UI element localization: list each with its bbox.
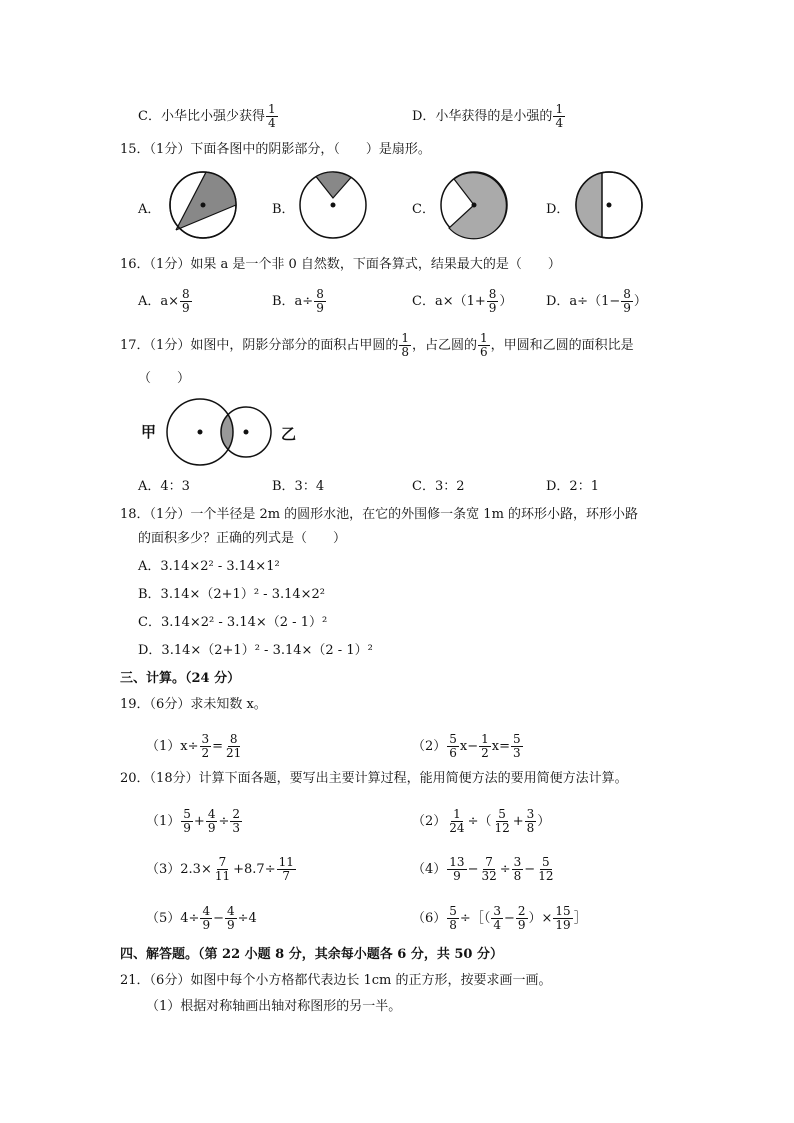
q16-option-d: D．a÷（1− $\frac{8}{9}$ ） — [546, 287, 647, 315]
q16-option-b: B．a÷ $\frac{8}{9}$ — [272, 287, 324, 315]
q18-stem-line1: 18．（1分）一个半径是 2m 的圆形水池，在它的外围修一条宽 1m 的环形小路，环形小路 — [120, 507, 639, 522]
q17-option-b: B．3：4 — [272, 479, 325, 494]
q18-option-b: B．3.14×（2+1）² - 3.14×2² — [138, 587, 326, 602]
q17-stem: 17．（1分）如图中，阴影分部分的面积占甲圆的 $\frac{1}{8}$ ，占乙圆的 $\frac{1}{6}$ ，甲圆和乙圆的面积比是 — [120, 331, 634, 359]
section-4-heading: 四、解答题。（第 22 小题 8 分，其余每小题各 6 分，共 50 分） — [120, 947, 503, 962]
q14-option-d: D．小华获得的是小强的 $\frac{1}{4}$ — [412, 102, 564, 130]
q18-stem-line2: 的面积多少？正确的列式是（ ） — [138, 531, 347, 546]
q20-part-6: （6） $\frac{5}{8}$ ÷［（ $\frac{3}{4}$ − $\frac{2}{9}$ ）× $\frac{15}{19}$ ］ — [412, 904, 587, 932]
q18-option-a: A．3.14×2² - 3.14×1² — [138, 559, 280, 574]
q19-part-1: （1）x÷ $\frac{3}{2}$ = $\frac{8}{21}$ — [146, 732, 242, 760]
q15-label-c: C． — [412, 202, 435, 217]
q19-stem: 19．（6分）求未知数 x。 — [120, 697, 267, 712]
q17-option-a: A．4：3 — [138, 479, 190, 494]
q15-figure-a — [166, 168, 240, 242]
q20-part-3: （3）2.3× $\frac{7}{11}$ +8.7÷ $\frac{11}{7}$ — [146, 855, 294, 883]
q15-figure-d — [572, 168, 646, 242]
q17-option-d: D．2：1 — [546, 479, 599, 494]
q15-label-b: B． — [272, 202, 295, 217]
q20-part-1: （1） $\frac{5}{9}$ + $\frac{4}{9}$ ÷ $\frac{2}{3}$ — [146, 807, 241, 835]
q17-answer-paren: （ ） — [138, 371, 191, 386]
q20-part-2: （2） $\frac{1}{24}$ ÷（ $\frac{5}{12}$ + $\frac{3}{8}$ ） — [412, 807, 551, 835]
q18-option-c: C．3.14×2² - 3.14×（2 - 1）² — [138, 615, 328, 630]
q21-part-1: （1）根据对称轴画出轴对称图形的另一半。 — [146, 999, 402, 1014]
q16-stem: 16．（1分）如果 a 是一个非 0 自然数，下面各算式，结果最大的是（ ） — [120, 257, 561, 272]
q15-figure-c — [437, 168, 511, 242]
q15-label-d: D． — [546, 202, 570, 217]
q20-part-4: （4） $\frac{13}{9}$ − $\frac{7}{32}$ ÷ $\frac{3}{8}$ − $\frac{5}{12}$ — [412, 855, 554, 883]
q16-option-c: C．a×（1+ $\frac{8}{9}$ ） — [412, 287, 513, 315]
q17-option-c: C．3：2 — [412, 479, 465, 494]
section-3-heading: 三、计算。（24 分） — [120, 671, 241, 686]
q15-label-a: A． — [138, 202, 161, 217]
q14-option-c: C．小华比小强少获得 $\frac{1}{4}$ — [138, 102, 276, 130]
q16-option-a: A．a× $\frac{8}{9}$ — [138, 287, 190, 315]
q20-stem: 20．（18分）计算下面各题，要写出主要计算过程，能用简便方法的要用简便方法计算。 — [120, 771, 628, 786]
q20-part-5: （5）4÷ $\frac{4}{9}$ − $\frac{4}{9}$ ÷4 — [146, 904, 257, 932]
q17-label-jia: 甲 — [141, 423, 157, 441]
q17-figure — [160, 398, 280, 468]
q15-figure-b — [296, 168, 370, 242]
q19-part-2: （2） $\frac{5}{6}$ x− $\frac{1}{2}$ x= $\frac{5}{3}$ — [412, 732, 521, 760]
q18-option-d: D．3.14×（2+1）² - 3.14×（2 - 1）² — [138, 643, 373, 658]
q17-label-yi: 乙 — [281, 425, 297, 443]
q15-stem: 15．（1分）下面各图中的阴影部分，（ ）是扇形。 — [120, 142, 431, 157]
q21-stem: 21．（6分）如图中每个小方格都代表边长 1cm 的正方形，按要求画一画。 — [120, 973, 552, 988]
